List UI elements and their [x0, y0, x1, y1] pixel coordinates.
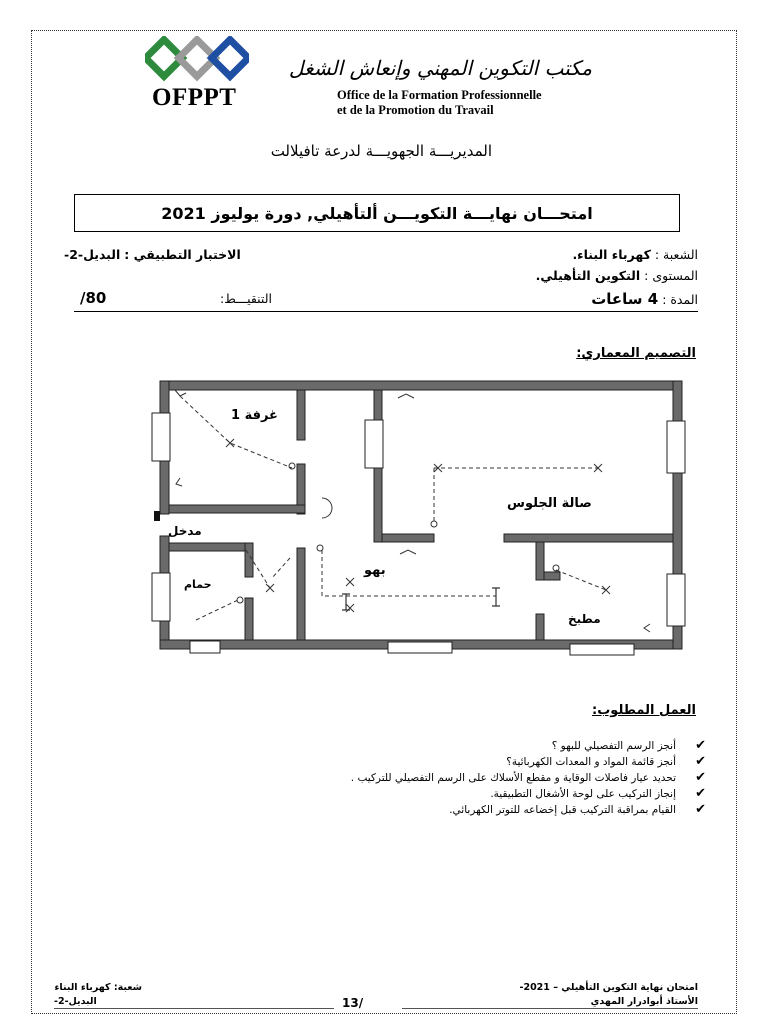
footer-variant: -البديل-2	[54, 996, 97, 1007]
org-name-arabic: مكتب التكوين المهني وإنعاش الشغل	[288, 56, 592, 80]
test-label: الاختبار التطبيقي :	[124, 247, 241, 262]
checkmark-icon: ✔	[695, 770, 706, 785]
footer-page-number: 13/	[342, 996, 364, 1010]
branch-label: الشعبة :	[654, 247, 698, 262]
org-name-french-line2: et de la Promotion du Travail	[337, 103, 494, 117]
task-item: ✔ إنجاز التركيب على لوحة الأشغال التطبيقية.	[490, 786, 706, 801]
checkmark-icon: ✔	[695, 738, 706, 753]
plan-heading: التصميم المعماري:	[576, 346, 696, 361]
checkmark-icon: ✔	[695, 786, 706, 801]
info-separator	[74, 311, 698, 312]
test-line	[64, 247, 241, 262]
footer-line-left	[54, 1008, 334, 1009]
regional-direction: المديريـــة الجهويـــة لدرعة تافيلالت	[270, 142, 492, 160]
grade-value: /80	[80, 289, 107, 307]
footer-exam-name: امتحان نهاية التكوين التأهيلي – 2021-	[519, 982, 698, 993]
branch-line	[572, 247, 698, 262]
footer-branch: شعبة: كهرباء البناء	[54, 982, 142, 993]
room-label-hall: بهو	[364, 563, 386, 578]
level-line	[536, 268, 698, 283]
checkmark-icon: ✔	[695, 754, 706, 769]
task-item: ✔ تحديد عيار فاصلات الوقاية و مقطع الأسلاك على الرسم التفصيلي للتركيب .	[350, 770, 706, 785]
room-label-room1: غرفة 1	[231, 408, 278, 423]
branch-value: كهرباء البناء.	[572, 247, 651, 262]
task-item: ✔ القيام بمراقبة التركيب قبل إخضاعه للتوتر الكهربائي.	[449, 802, 706, 817]
test-value: البديل-2-	[64, 247, 121, 262]
duration-line	[591, 290, 698, 308]
room-label-living: صالة الجلوس	[507, 496, 592, 511]
exam-title: امتحـــان نهايـــة التكويـــن ألتأهيلي, دورة يوليوز 2021	[74, 194, 680, 232]
logo-text: OFPPT	[152, 84, 237, 111]
room-label-entrance: مدخل	[168, 524, 202, 538]
duration-label: المدة :	[662, 292, 698, 307]
org-name-french-line1: Office de la Formation Professionnelle	[337, 88, 542, 102]
checkmark-icon: ✔	[695, 802, 706, 817]
task-item: ✔ أنجز الرسم التفصيلي للبهو ؟	[551, 738, 706, 753]
grade-label: التنقيـــط:	[220, 291, 272, 306]
duration-value: 4 ساعات	[591, 290, 659, 308]
level-label: المستوى :	[644, 268, 698, 283]
room-label-kitchen: مطبخ	[568, 612, 601, 626]
footer-line-right	[402, 1008, 698, 1009]
room-label-bath: حمام	[184, 578, 212, 591]
task-item: ✔ أنجز قائمة المواد و المعدات الكهربائية؟	[506, 754, 706, 769]
tasks-list	[290, 738, 706, 818]
ofppt-logo-icon	[145, 36, 249, 84]
level-value: التكوين التأهيلي.	[535, 268, 641, 283]
footer-teacher: الأستاذ أبوادرار المهدي	[590, 996, 698, 1007]
tasks-heading: العمل المطلوب:	[592, 703, 696, 718]
